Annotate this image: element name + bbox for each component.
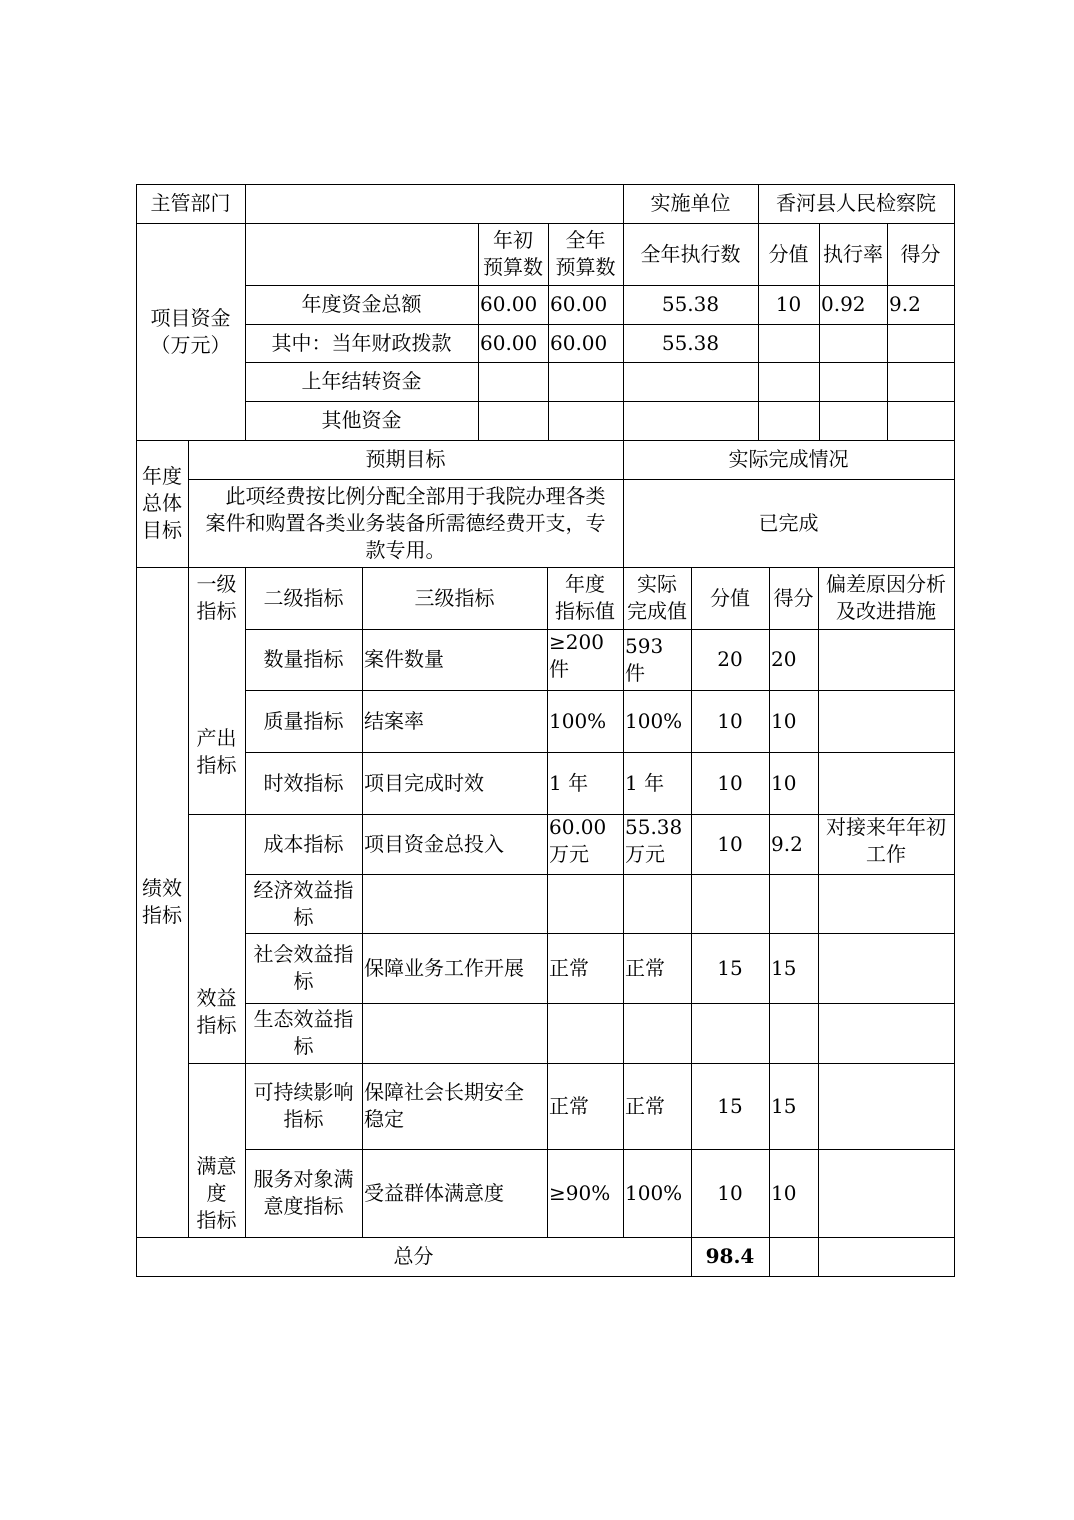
perf-cell-deviation [818, 933, 954, 1003]
funds-cell-rate [819, 401, 887, 440]
perf-group-label: 满意 度 指标 [196, 1153, 237, 1232]
perf-header-score: 得分 [773, 585, 814, 610]
perf-cell-score: 10 [771, 708, 797, 733]
goal-actual-text: 已完成 [758, 510, 819, 535]
perf-cell-target: ≥90% [549, 1180, 611, 1205]
perf-cell-deviation [818, 629, 954, 690]
perf-cell-actual: 正常 [625, 1093, 665, 1118]
perf-cell-actual: 100% [625, 708, 683, 733]
perf-cell-l2: 质量指标 [263, 708, 344, 733]
unit-label: 实施单位 [650, 191, 731, 215]
funds-cell-rate: 0.92 [821, 292, 866, 316]
funds-cell-label: 年度资金总额 [301, 292, 422, 316]
perf-header-score_value: 分值 [710, 585, 750, 610]
dept-value [245, 184, 623, 223]
funds-cell-score_value: 10 [775, 292, 802, 316]
perf-cell-l2: 数量指标 [263, 647, 344, 671]
perf-cell-l2: 社会效益指 标 [253, 942, 354, 993]
perf-cell-actual: 55.38 万元 [625, 815, 683, 866]
perf-cell-target [547, 874, 623, 933]
perf-label: 绩效 指标 [142, 876, 182, 927]
funds-cell-label: 其他资金 [321, 408, 402, 432]
perf-cell-deviation [818, 690, 954, 752]
goal-expected-text: 此项经费按比例分配全部用于我院办理各类 案件和购置各类业务装备所需德经费开支，专 款专用。 [205, 483, 606, 562]
goal-expected-header: 预期目标 [365, 447, 446, 471]
perf-cell-deviation [818, 752, 954, 814]
perf-header-target: 年度 指标值 [555, 572, 615, 623]
perf-cell-l3 [362, 1003, 547, 1063]
funds-cell-rate [819, 324, 887, 362]
perf-cell-actual: 593 件 [625, 633, 664, 685]
funds-cell-score [887, 401, 954, 440]
perf-cell-deviation [818, 1063, 954, 1149]
perf-cell-l3 [362, 874, 547, 933]
funds-cell-initial [478, 362, 548, 401]
table-rule [136, 1276, 955, 1277]
perf-cell-deviation [818, 874, 954, 933]
perf-cell-l2: 可持续影响 指标 [253, 1080, 354, 1131]
perf-cell-target: 60.00 万元 [549, 815, 607, 866]
perf-cell-score_value: 10 [717, 831, 743, 856]
funds-header-executed: 全年执行数 [640, 241, 741, 266]
funds-header-initial_budget: 年初 预算数 [483, 228, 543, 279]
perf-cell-l3: 项目完成时效 [364, 770, 484, 795]
perf-header-actual: 实际 完成值 [627, 572, 687, 623]
performance-evaluation-table [136, 184, 954, 1276]
perf-cell-score_value [691, 874, 769, 933]
funds-cell-executed: 55.38 [661, 292, 720, 316]
perf-cell-l2: 经济效益指 标 [253, 877, 354, 929]
table-rule [769, 1237, 770, 1277]
perf-cell-l2: 成本指标 [263, 831, 344, 856]
perf-cell-score: 15 [771, 1093, 797, 1118]
perf-group-label: 产出 指标 [196, 725, 237, 777]
funds-cell-executed [623, 401, 758, 440]
perf-cell-target: ≥200 件 [549, 630, 604, 681]
perf-cell-score_value: 10 [717, 1180, 743, 1205]
perf-cell-l3: 案件数量 [364, 647, 444, 671]
perf-cell-l3: 保障业务工作开展 [364, 955, 524, 980]
perf-cell-score_value: 15 [717, 955, 743, 980]
goal-label: 年度 总体 目标 [142, 464, 182, 542]
funds-cell-rate [819, 362, 887, 401]
funds-cell-initial [478, 401, 548, 440]
funds-label: 项目资金 （万元） [150, 305, 231, 357]
funds-cell-full [548, 401, 623, 440]
funds-cell-score_value [758, 401, 819, 440]
funds-cell-initial: 60.00 [480, 292, 538, 316]
perf-cell-deviation [818, 1003, 954, 1063]
funds-cell-score_value [758, 362, 819, 401]
funds-cell-full [548, 362, 623, 401]
perf-cell-score: 9.2 [771, 831, 803, 856]
perf-cell-actual [623, 1003, 691, 1063]
funds-header-full_budget: 全年 预算数 [555, 228, 616, 279]
perf-cell-target: 正常 [549, 1093, 589, 1118]
table-rule [818, 1237, 819, 1277]
perf-cell-actual: 正常 [625, 955, 665, 980]
unit-value: 香河县人民检察院 [776, 191, 936, 215]
perf-header-level3: 三级指标 [414, 585, 495, 610]
funds-cell-label: 上年结转资金 [301, 369, 422, 393]
funds-header-score_value: 分值 [768, 241, 809, 266]
perf-cell-score_value: 10 [717, 708, 743, 733]
goal-actual-header: 实际完成情况 [728, 447, 849, 471]
funds-cell-executed [623, 362, 758, 401]
perf-cell-score: 15 [771, 955, 797, 980]
perf-cell-l3: 结案率 [364, 708, 424, 733]
total-value: 98.4 [705, 1244, 755, 1268]
perf-cell-score [769, 874, 818, 933]
funds-cell-label: 其中：当年财政拨款 [271, 330, 452, 355]
funds-cell-executed: 55.38 [661, 330, 720, 355]
perf-cell-score_value: 15 [717, 1093, 743, 1118]
perf-header-level2: 二级指标 [263, 585, 344, 610]
table-rule [954, 184, 955, 1277]
perf-header-level1: 一级 指标 [196, 572, 237, 623]
perf-cell-deviation: 对接来年年初 工作 [826, 815, 946, 866]
funds-cell-full: 60.00 [550, 330, 608, 355]
perf-cell-score: 20 [771, 647, 797, 671]
perf-cell-target: 1 年 [549, 770, 589, 795]
perf-cell-target [547, 1003, 623, 1063]
perf-cell-l3: 保障社会长期安全 稳定 [364, 1080, 524, 1131]
funds-cell-score: 9.2 [889, 292, 921, 316]
perf-cell-score [769, 1003, 818, 1063]
funds-cell-initial: 60.00 [480, 330, 538, 355]
perf-cell-score_value [691, 1003, 769, 1063]
perf-cell-score: 10 [771, 1180, 797, 1205]
perf-cell-l3: 受益群体满意度 [364, 1180, 504, 1205]
perf-header-deviation: 偏差原因分析 及改进措施 [826, 572, 946, 623]
perf-cell-l3: 项目资金总投入 [364, 831, 504, 856]
funds-cell-score_value [758, 324, 819, 362]
perf-cell-actual: 100% [625, 1180, 683, 1205]
perf-cell-actual: 1 年 [625, 770, 665, 795]
funds-header-rate: 执行率 [823, 241, 883, 266]
perf-cell-l2: 服务对象满 意度指标 [253, 1167, 354, 1218]
perf-cell-l2: 时效指标 [263, 770, 344, 795]
funds-header-score: 得分 [900, 241, 941, 266]
perf-cell-score_value: 20 [717, 647, 743, 671]
perf-cell-actual [623, 874, 691, 933]
perf-cell-target: 100% [549, 708, 607, 733]
perf-group-label: 效益 指标 [196, 985, 237, 1037]
funds-cell-score [887, 324, 954, 362]
perf-cell-score: 10 [771, 770, 797, 795]
perf-cell-target: 正常 [549, 955, 589, 980]
funds-cell-full: 60.00 [550, 292, 608, 316]
dept-label: 主管部门 [150, 191, 231, 215]
perf-cell-l2: 生态效益指 标 [253, 1007, 354, 1058]
total-label: 总分 [393, 1244, 434, 1268]
perf-cell-deviation [818, 1149, 954, 1237]
funds-cell-score [887, 362, 954, 401]
perf-cell-score_value: 10 [717, 770, 743, 795]
